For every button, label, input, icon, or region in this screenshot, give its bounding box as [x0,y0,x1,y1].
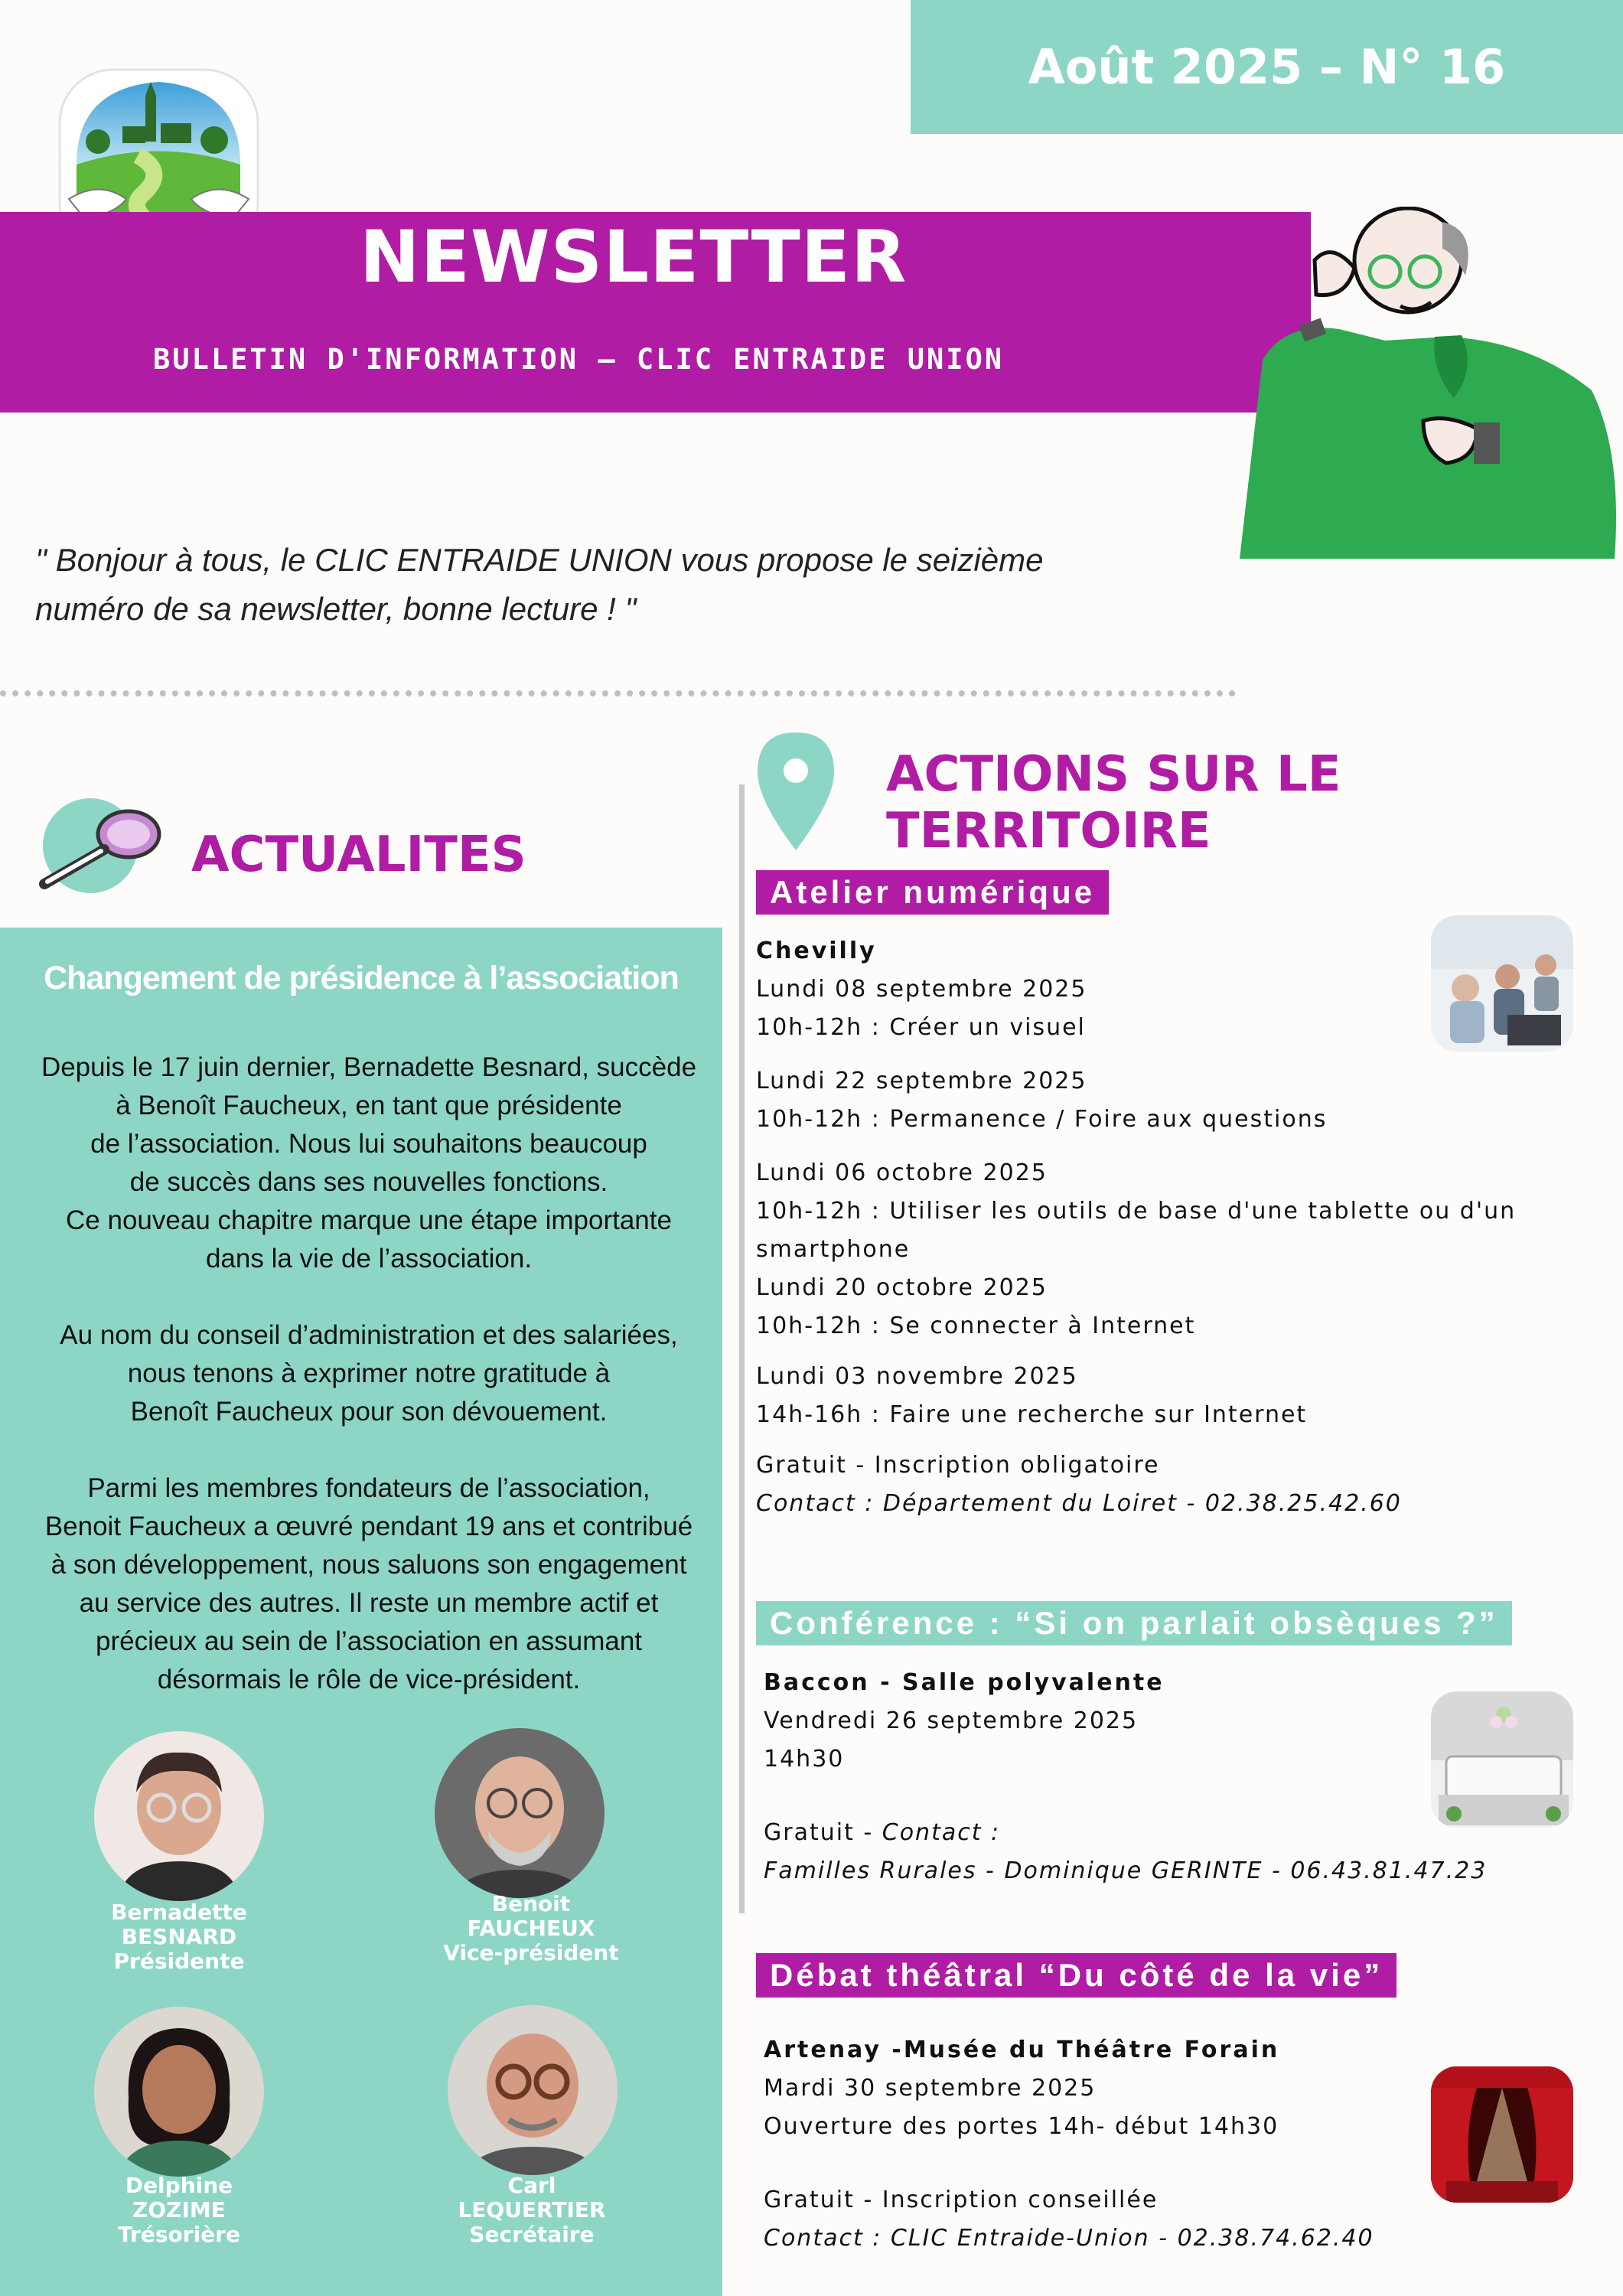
avatar [94,2007,264,2177]
event-contact: Contact : Département du Loiret - 02.38.25.42.60 [756,1490,1402,1517]
atelier-tag: Atelier numérique [756,870,1109,915]
event-date: Mardi 30 septembre 2025 [764,2075,1097,2102]
event-line: smartphone [756,1236,911,1263]
person-bernadette [57,1900,301,1974]
text-line: nous tenons à exprimer notre gratitude à [127,1358,611,1388]
article-paragraph-2 [15,1316,722,1431]
person-benoit [409,1892,653,1965]
theatre-curtain-photo [1431,2066,1573,2203]
event-line: 14h-16h : Faire une recherche sur Internet [756,1401,1308,1428]
event-line: 10h-12h : Permanence / Foire aux questions [756,1106,1328,1133]
article-paragraph-1 [15,1049,722,1278]
event-contact-label: Contact : [882,1819,1001,1846]
person-last-name: BESNARD [121,1924,237,1949]
territoire-heading: ACTIONS SUR LE TERRITOIRE [886,746,1341,859]
text-line: Benoit Faucheux a œuvré pendant 19 ans et contribué [44,1512,693,1541]
event-line: Gratuit - Inscription obligatoire [756,1452,1160,1479]
event-line: Lundi 03 novembre 2025 [756,1363,1078,1390]
event-price: Gratuit - [764,1819,882,1846]
debat-tag: Débat théâtral “Du côté de la vie” [756,1953,1396,1998]
event-line: 10h-12h : Utiliser les outils de base d'une tablette ou d'un [756,1198,1517,1225]
intro-text [35,536,1229,634]
avatar [448,2005,618,2175]
event-price: Gratuit - Inscription conseillée [764,2187,1159,2213]
person-first-name: Delphine [125,2173,233,2198]
person-role: Secrétaire [469,2222,595,2247]
person-role: Trésorière [118,2222,240,2247]
text-line: précieux au sein de l’association en assumant [95,1626,643,1656]
computer-class-photo [1431,915,1573,1052]
person-first-name: Benoit [491,1891,571,1916]
issue-label: Août 2025 – N° 16 [1028,39,1506,95]
person-role: Présidente [113,1949,245,1974]
person-first-name: Bernadette [111,1900,247,1925]
event-line: Lundi 22 septembre 2025 [756,1068,1087,1094]
event-line: Lundi 20 octobre 2025 [756,1274,1048,1301]
intro-line-2: numéro de sa newsletter, bonne lecture ! " [35,591,637,627]
event-line: Lundi 08 septembre 2025 [756,976,1087,1003]
avatar [94,1731,264,1901]
event-time: 14h30 [764,1746,845,1773]
person-carl [409,2174,654,2247]
avatar [435,1728,605,1898]
event-date: Vendredi 26 septembre 2025 [764,1707,1139,1734]
text-line: Ce nouveau chapitre marque une étape importante [66,1205,672,1235]
text-line: de l’association. Nous lui souhaitons beaucoup [90,1129,647,1159]
text-line: de succès dans ses nouvelles fonctions. [129,1167,608,1197]
person-delphine [57,2174,301,2247]
event-line: 10h-12h : Se connecter à Internet [756,1313,1196,1339]
article-title: Changement de présidence à l’association [44,960,679,996]
text-line: dans la vie de l’association. [205,1244,533,1274]
actualites-heading: ACTUALITES [191,827,526,883]
location-pin-icon [756,731,836,852]
magnifier-icon [37,796,167,899]
person-first-name: Carl [507,2173,556,2198]
event-contact: Familles Rurales - Dominique GERINTE - 06.43.81.47.23 [764,1857,1488,1884]
event-time: Ouverture des portes 14h- début 14h30 [764,2113,1279,2140]
event-place: Chevilly [756,938,877,964]
event-line: Lundi 06 octobre 2025 [756,1159,1048,1186]
intro-line-1: " Bonjour à tous, le CLIC ENTRAIDE UNION vous propose le seizième [35,542,1044,578]
issue-banner [911,0,1623,134]
event-contact: Contact : CLIC Entraide-Union - 02.38.74.62.40 [764,2225,1374,2252]
event-place: Artenay -Musée du Théâtre Forain [764,2037,1280,2063]
person-role: Vice-président [443,1940,619,1965]
article-paragraph-3 [15,1469,722,1699]
text-line: à son développement, nous saluons son engagement [51,1550,687,1580]
event-place: Baccon - Salle polyvalente [764,1669,1165,1696]
funeral-photo [1431,1691,1573,1828]
person-last-name: ZOZIME [132,2197,226,2223]
person-last-name: FAUCHEUX [467,1916,595,1941]
column-divider [739,784,745,1913]
text-line: Benoît Faucheux pour son dévouement. [130,1397,608,1427]
article-body [15,1049,722,1737]
text-line: Depuis le 17 juin dernier, Bernadette Besnard, succède [41,1052,697,1082]
event-line: 10h-12h : Créer un visuel [756,1014,1086,1041]
text-line: au service des autres. Il reste un membre actif et [79,1588,659,1618]
conference-tag: Conférence : “Si on parlait obsèques ?” [756,1601,1512,1645]
text-line: Au nom du conseil d’administration et des salariées, [60,1320,678,1350]
text-line: à Benoît Faucheux, en tant que présidente [116,1091,622,1120]
newsletter-subtitle: BULLETIN D'INFORMATION – CLIC ENTRAIDE UNION [153,343,1005,376]
debat-place [764,2031,1575,2069]
dotted-divider [0,690,1236,696]
person-last-name: LEQUERTIER [458,2197,606,2223]
text-line: désormais le rôle de vice-président. [157,1665,581,1694]
text-line: Parmi les membres fondateurs de l’association, [87,1473,650,1503]
newsletter-title: NEWSLETTER [360,216,908,299]
old-man-illustration-icon [1224,207,1623,574]
